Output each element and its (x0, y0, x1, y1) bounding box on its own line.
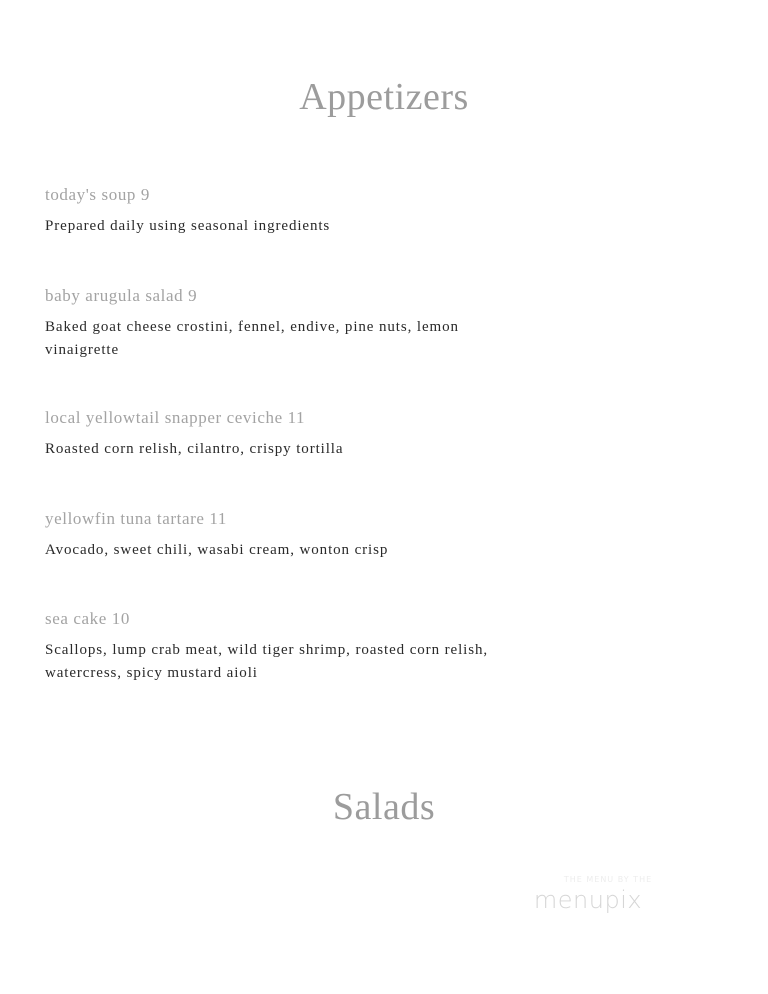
menu-item-name: local yellowtail snapper ceviche 11 (45, 408, 306, 427)
menu-item-name: yellowfin tuna tartare 11 (45, 509, 227, 528)
menu-item (45, 185, 515, 238)
menu-item-name: sea cake 10 (45, 609, 130, 628)
section-title-salads: Salads (332, 786, 436, 828)
watermark-tagline: THE MENU BY THE (563, 875, 653, 884)
menu-item-description: Roasted corn relish, cilantro, crispy tortilla (45, 441, 344, 457)
menu-item-description: Prepared daily using seasonal ingredients (45, 218, 331, 234)
section-title-appetizers: Appetizers (299, 76, 469, 118)
watermark-brand: menupix (533, 886, 643, 914)
menu-item-description: Baked goat cheese crostini, fennel, endive, pine nuts, lemon vinaigrette (45, 319, 459, 358)
menu-item-description: Avocado, sweet chili, wasabi cream, wonton crisp (45, 542, 389, 558)
watermark-logo (528, 875, 688, 912)
menu-item-name: today's soup 9 (45, 185, 150, 204)
menu-item-description: Scallops, lump crab meat, wild tiger shrimp, roasted corn relish, watercress, spicy mustard aioli (45, 642, 488, 681)
menu-item (45, 408, 515, 461)
menu-item (45, 609, 515, 685)
menu-item-name: baby arugula salad 9 (45, 286, 198, 305)
menu-item (45, 286, 515, 362)
menu-item (45, 509, 515, 562)
